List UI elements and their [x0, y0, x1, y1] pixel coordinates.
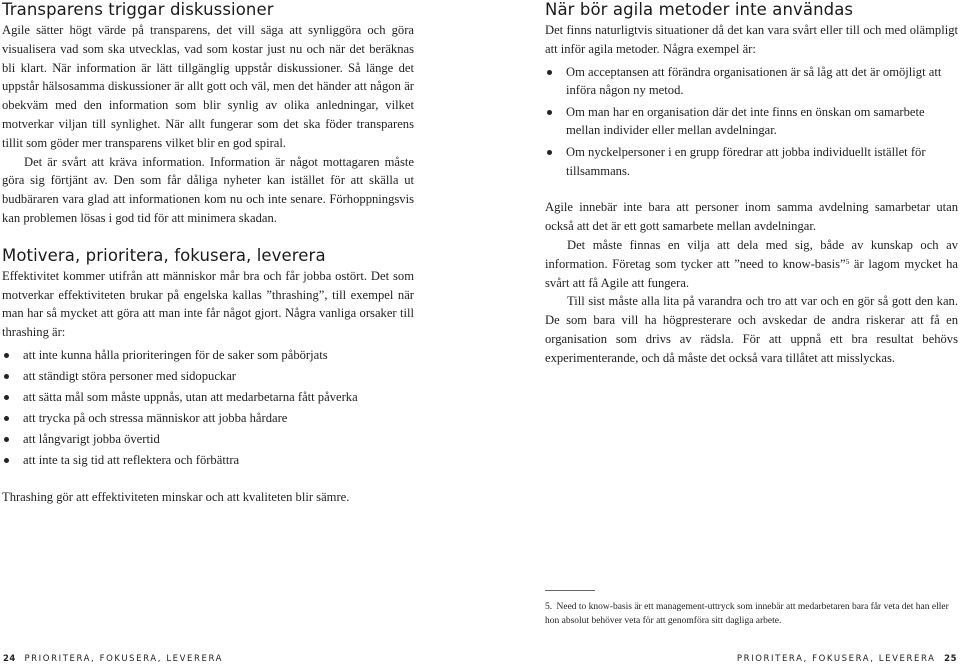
list-item-text: att trycka på och stressa människor att jobba hårdare: [23, 411, 288, 426]
footnote-text: Need to know-basis är ett management-uttryck som innebär att medarbetaren bara får veta det han eller hon absolut behöver veta för att genomföra sitt dagliga arbete.: [545, 602, 949, 626]
bullet-icon: [4, 416, 9, 421]
agile-unsuitable-list: [545, 63, 958, 181]
paragraph-text: är lagom mycket ha svårt att få Agile att fungera.: [545, 256, 958, 290]
list-item: [2, 367, 414, 386]
bullet-icon: [547, 70, 552, 75]
list-item-text: Om man har en organisation där det inte finns en önskan om samarbete mellan individer eller mellan avdelningar.: [566, 104, 925, 138]
list-item-text: Om acceptansen att förändra organisationen är så låg att det är omöjligt att införa någon ny metod.: [566, 64, 942, 98]
page-number-left: 24: [3, 654, 16, 664]
list-item-text: att långvarigt jobba övertid: [23, 432, 160, 447]
list-item: [2, 430, 414, 449]
paragraph-thrashing-closing: Thrashing gör att effektiviteten minskar och att kvaliteten blir sämre.: [2, 490, 350, 505]
list-item: [2, 346, 414, 365]
bullet-icon: [4, 395, 9, 400]
bullet-icon: [547, 150, 552, 155]
paragraph-transparens-2: Det är svårt att kräva information. Information är något mottagaren måste göra sig förtjänt av. Den som får dåliga nyheter kan istället för att skälla ut budbäraren vara glad att informationen kom nu och inte senare. Förhoppningsvis kan problemen lösas i god tid för att minimera skadan.: [2, 154, 414, 225]
paragraph-motivera-intro: Effektivitet kommer utifrån att människor mår bra och får jobba ostört. Det som motverkar effektiviteten brukar på engelska kallas ”thrashing”, till exempel när man har så mycket att göra att man inte får något gjort. Några vanliga orsaker till thrashing är:: [2, 268, 414, 340]
bullet-icon: [4, 437, 9, 442]
bullet-icon: [547, 110, 552, 115]
paragraph-lita-pa: Till sist måste alla lita på varandra och tro att var och en gör så gott den kan. De som bara vill ha högpresterare och avskedar de andra riskerar att få en organisation som drivs av rädsla. För att uppnå ett bra resultat behövs experimenterande, och då måste det också vara tillåtet att misslyckas.: [545, 294, 958, 365]
section-heading-motivera: Motivera, prioritera, fokusera, leverera: [2, 245, 326, 265]
list-item: [545, 143, 958, 181]
list-item-text: att inte kunna hålla prioriteringen för de saker som påbörjats: [23, 347, 328, 362]
bullet-icon: [4, 353, 9, 358]
list-item-text: att ständigt störa personer med sidopuckar: [23, 369, 236, 384]
list-item-text: att inte ta sig tid att reflektera och förbättra: [23, 453, 240, 468]
list-item: [2, 451, 414, 470]
page-number-right: 25: [944, 654, 957, 664]
bullet-icon: [4, 458, 9, 463]
folio-right: [737, 654, 957, 664]
left-page-column: [2, 0, 414, 507]
thrashing-causes-list: [2, 346, 414, 470]
paragraph-agile-innebar: Agile innebär inte bara att personer inom samma avdelning samarbetar utan också att det är ett gott samarbete mellan avdelningar.: [545, 200, 958, 234]
footnote: [545, 600, 955, 628]
list-item-text: att sätta mål som måste uppnås, utan att medarbetarna fått påverka: [23, 390, 358, 405]
folio-left: [3, 654, 223, 664]
running-head-right: PRIORITERA, FOKUSERA, LEVERERA: [736, 654, 936, 664]
footnote-reference[interactable]: 5: [845, 256, 850, 266]
footnote-divider: [545, 590, 595, 591]
paragraph-vilja-dela: [545, 236, 958, 292]
list-item-text: Om nyckelpersoner i en grupp föredrar att jobba individuellt istället för tillsammans.: [566, 144, 926, 178]
bullet-icon: [4, 374, 9, 379]
paragraph-text: Det måste finnas en vilja att dela med sig, både av kunskap och av information. Företag som tycker att ”need to know-basis”: [545, 237, 958, 271]
right-page-column: [545, 0, 958, 368]
section-spacer: [2, 228, 414, 246]
section-heading-nar-bor: När bör agila metoder inte användas: [545, 0, 854, 19]
list-item: [545, 63, 958, 101]
section-heading-transparens: Transparens triggar diskussioner: [2, 0, 274, 19]
paragraph-nar-bor-intro: Det finns naturligtvis situationer då det kan vara svårt eller till och med olämpligt att inför agila metoder. Några exempel är:: [545, 23, 958, 56]
list-item: [2, 388, 414, 407]
running-head-left: PRIORITERA, FOKUSERA, LEVERERA: [24, 654, 224, 664]
paragraph-transparens-1: Agile sätter högt värde på transparens, det vill säga att synliggöra och göra visualisera vad som ska utvecklas, vad som kostar just nu och när det beräknas bli klart. När information är lätt tillgänglig uppstår diskussioner. Så länge det uppstår hälsosamma diskussioner är allt gott och väl, men det händer att någon är obekväm med den information som blir synlig av olika anledningar, vilket motverkar viljan till synlighet. När allt fungerar som det ska föder transparens tillit som göder mer transparens vilket blir en god spiral.: [2, 23, 414, 150]
footnote-number: 5.: [545, 602, 553, 612]
list-item: [2, 409, 414, 428]
list-item: [545, 103, 958, 141]
